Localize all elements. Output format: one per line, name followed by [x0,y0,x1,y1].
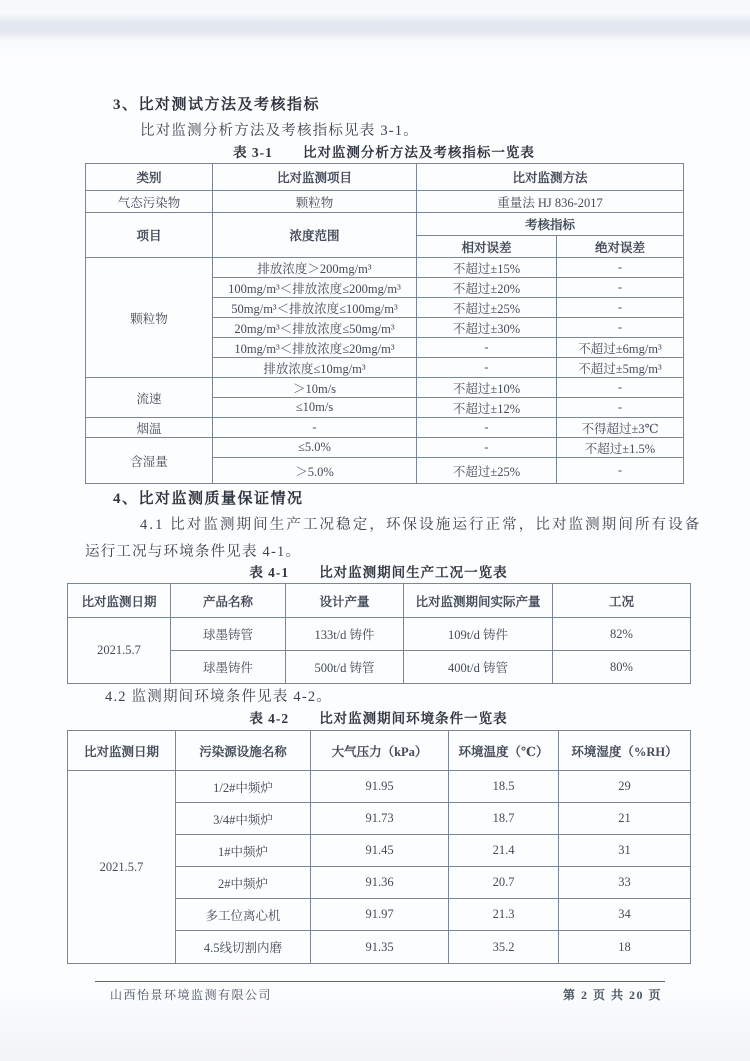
cell-abs-error: 不超过±1.5% [557,438,684,458]
cell-range: 50mg/m³＜排放浓度≤100mg/m³ [213,298,417,318]
cell-facility: 多工位离心机 [176,899,311,931]
header-category: 类别 [86,164,213,191]
cell-abs-error: - [557,458,684,484]
cell-range: 排放浓度≤10mg/m³ [213,358,417,378]
table-row [68,584,691,618]
cell-flow-label: 流速 [86,378,213,418]
section-4-1-paragraph-line1: 4.1 比对监测期间生产工况稳定，环保设施运行正常，比对监测期间所有设备 [140,517,702,533]
header-facility-name: 污染源设施名称 [176,731,311,771]
section-3-heading: 3、比对测试方法及考核指标 [113,97,321,113]
table-4-2 [67,730,691,964]
cell-abs-error: - [557,278,684,298]
cell-rel-error: 不超过±30% [417,318,557,338]
section-4-2-paragraph: 4.2 监测期间环境条件见表 4-2。 [105,689,333,705]
cell-humidity: 34 [559,899,691,931]
cell-pressure: 91.73 [311,803,449,835]
cell-range: 排放浓度＞200mg/m³ [213,258,417,278]
table-row [68,731,691,771]
cell-humidity-label: 含湿量 [86,438,213,484]
cell-rel-error: - [417,338,557,358]
cell-category: 气态污染物 [86,191,213,213]
cell-rel-error: 不超过±15% [417,258,557,278]
cell-facility: 3/4#中频炉 [176,803,311,835]
table-4-2-caption-label: 表 4-2 [249,711,290,726]
cell-method: 重量法 HJ 836-2017 [417,191,684,213]
table-3-1 [85,163,684,484]
table-row [86,164,684,191]
cell-abs-error: - [557,298,684,318]
cell-rel-error: 不超过±25% [417,298,557,318]
cell-particulate-label: 颗粒物 [86,258,213,378]
cell-pressure: 91.35 [311,931,449,964]
cell-pressure: 91.95 [311,771,449,803]
cell-abs-error: 不超过±6mg/m³ [557,338,684,358]
cell-rel-error: 不超过±10% [417,378,557,398]
table-row [86,258,684,278]
cell-range: 100mg/m³＜排放浓度≤200mg/m³ [213,278,417,298]
cell-temperature: 21.4 [449,835,559,867]
header-actual-output: 比对监测期间实际产量 [404,584,553,618]
cell-humidity: 21 [559,803,691,835]
cell-humidity: 29 [559,771,691,803]
footer-company-name: 山西怡景环境监测有限公司 [110,988,273,1002]
header-indicator: 考核指标 [417,213,684,236]
cell-temperature: 18.5 [449,771,559,803]
cell-facility: 1/2#中频炉 [176,771,311,803]
table-row [68,771,691,803]
cell-rel-error: 不超过±20% [417,278,557,298]
scan-shadow-band [0,13,750,41]
cell-abs-error: - [557,378,684,398]
table-3-1-caption [85,141,683,161]
cell-smoke-temp-label: 烟温 [86,418,213,438]
table-row [86,191,684,213]
cell-humidity: 33 [559,867,691,899]
cell-range: ＞5.0% [213,458,417,484]
cell-temperature: 21.3 [449,899,559,931]
cell-temperature: 20.7 [449,867,559,899]
cell-actual-output: 400t/d 铸管 [404,651,553,684]
cell-abs-error: - [557,258,684,278]
table-row [86,378,684,398]
cell-facility: 2#中频炉 [176,867,311,899]
table-row [68,618,691,651]
table-4-1-caption [67,561,690,581]
header-project: 项目 [86,213,213,258]
section-4-heading: 4、比对监测质量保证情况 [113,491,304,507]
cell-product: 球墨铸件 [171,651,286,684]
header-load: 工况 [553,584,691,618]
header-monitor-date: 比对监测日期 [68,584,171,618]
footer-page-number: 第 2 页 共 20 页 [562,988,662,1002]
cell-rel-error: - [417,418,557,438]
cell-rel-error: 不超过±25% [417,458,557,484]
cell-abs-error: 不超过±5mg/m³ [557,358,684,378]
header-relative-error: 相对误差 [417,236,557,258]
cell-pressure: 91.45 [311,835,449,867]
cell-item: 颗粒物 [213,191,417,213]
header-product-name: 产品名称 [171,584,286,618]
table-4-1-caption-title: 比对监测期间生产工况一览表 [319,565,508,580]
cell-abs-error: - [557,398,684,418]
cell-rel-error: - [417,438,557,458]
header-humidity: 环境湿度（%RH） [559,731,691,771]
cell-product: 球墨铸管 [171,618,286,651]
cell-facility: 4.5线切割内磨 [176,931,311,964]
table-row [86,418,684,438]
cell-rel-error: 不超过±12% [417,398,557,418]
cell-range: 10mg/m³＜排放浓度≤20mg/m³ [213,338,417,358]
header-item: 比对监测项目 [213,164,417,191]
table-row [86,438,684,458]
header-temperature: 环境温度（℃） [449,731,559,771]
table-4-1-caption-label: 表 4-1 [249,565,290,580]
cell-load: 80% [553,651,691,684]
cell-design-output: 500t/d 铸管 [286,651,404,684]
header-method: 比对监测方法 [417,164,684,191]
cell-abs-error: - [557,318,684,338]
cell-rel-error: - [417,358,557,378]
cell-date: 2021.5.7 [68,771,176,964]
table-row [86,213,684,236]
header-monitor-date: 比对监测日期 [68,731,176,771]
cell-range: ≤10m/s [213,398,417,418]
table-3-1-caption-label: 表 3-1 [233,145,273,160]
cell-temperature: 35.2 [449,931,559,964]
cell-load: 82% [553,618,691,651]
cell-range: 20mg/m³＜排放浓度≤50mg/m³ [213,318,417,338]
cell-facility: 1#中频炉 [176,835,311,867]
cell-humidity: 31 [559,835,691,867]
cell-date: 2021.5.7 [68,618,171,684]
header-absolute-error: 绝对误差 [557,236,684,258]
cell-temperature: 18.7 [449,803,559,835]
header-design-output: 设计产量 [286,584,404,618]
cell-design-output: 133t/d 铸件 [286,618,404,651]
cell-range: - [213,418,417,438]
header-range: 浓度范围 [213,213,417,258]
table-4-2-caption-title: 比对监测期间环境条件一览表 [319,711,508,726]
cell-humidity: 18 [559,931,691,964]
cell-range: ＞10m/s [213,378,417,398]
cell-pressure: 91.97 [311,899,449,931]
section-4-1-paragraph-line2: 运行工况与环境条件见表 4-1。 [85,544,302,560]
cell-actual-output: 109t/d 铸件 [404,618,553,651]
footer-rule [95,981,665,982]
cell-abs-error: 不得超过±3℃ [557,418,684,438]
header-pressure: 大气压力（kPa） [311,731,449,771]
table-4-2-caption [67,707,690,727]
table-3-1-caption-title: 比对监测分析方法及考核指标一览表 [302,145,535,160]
cell-range: ≤5.0% [213,438,417,458]
cell-pressure: 91.36 [311,867,449,899]
table-4-1 [67,583,691,684]
section-3-intro: 比对监测分析方法及考核指标见表 3-1。 [140,123,419,139]
